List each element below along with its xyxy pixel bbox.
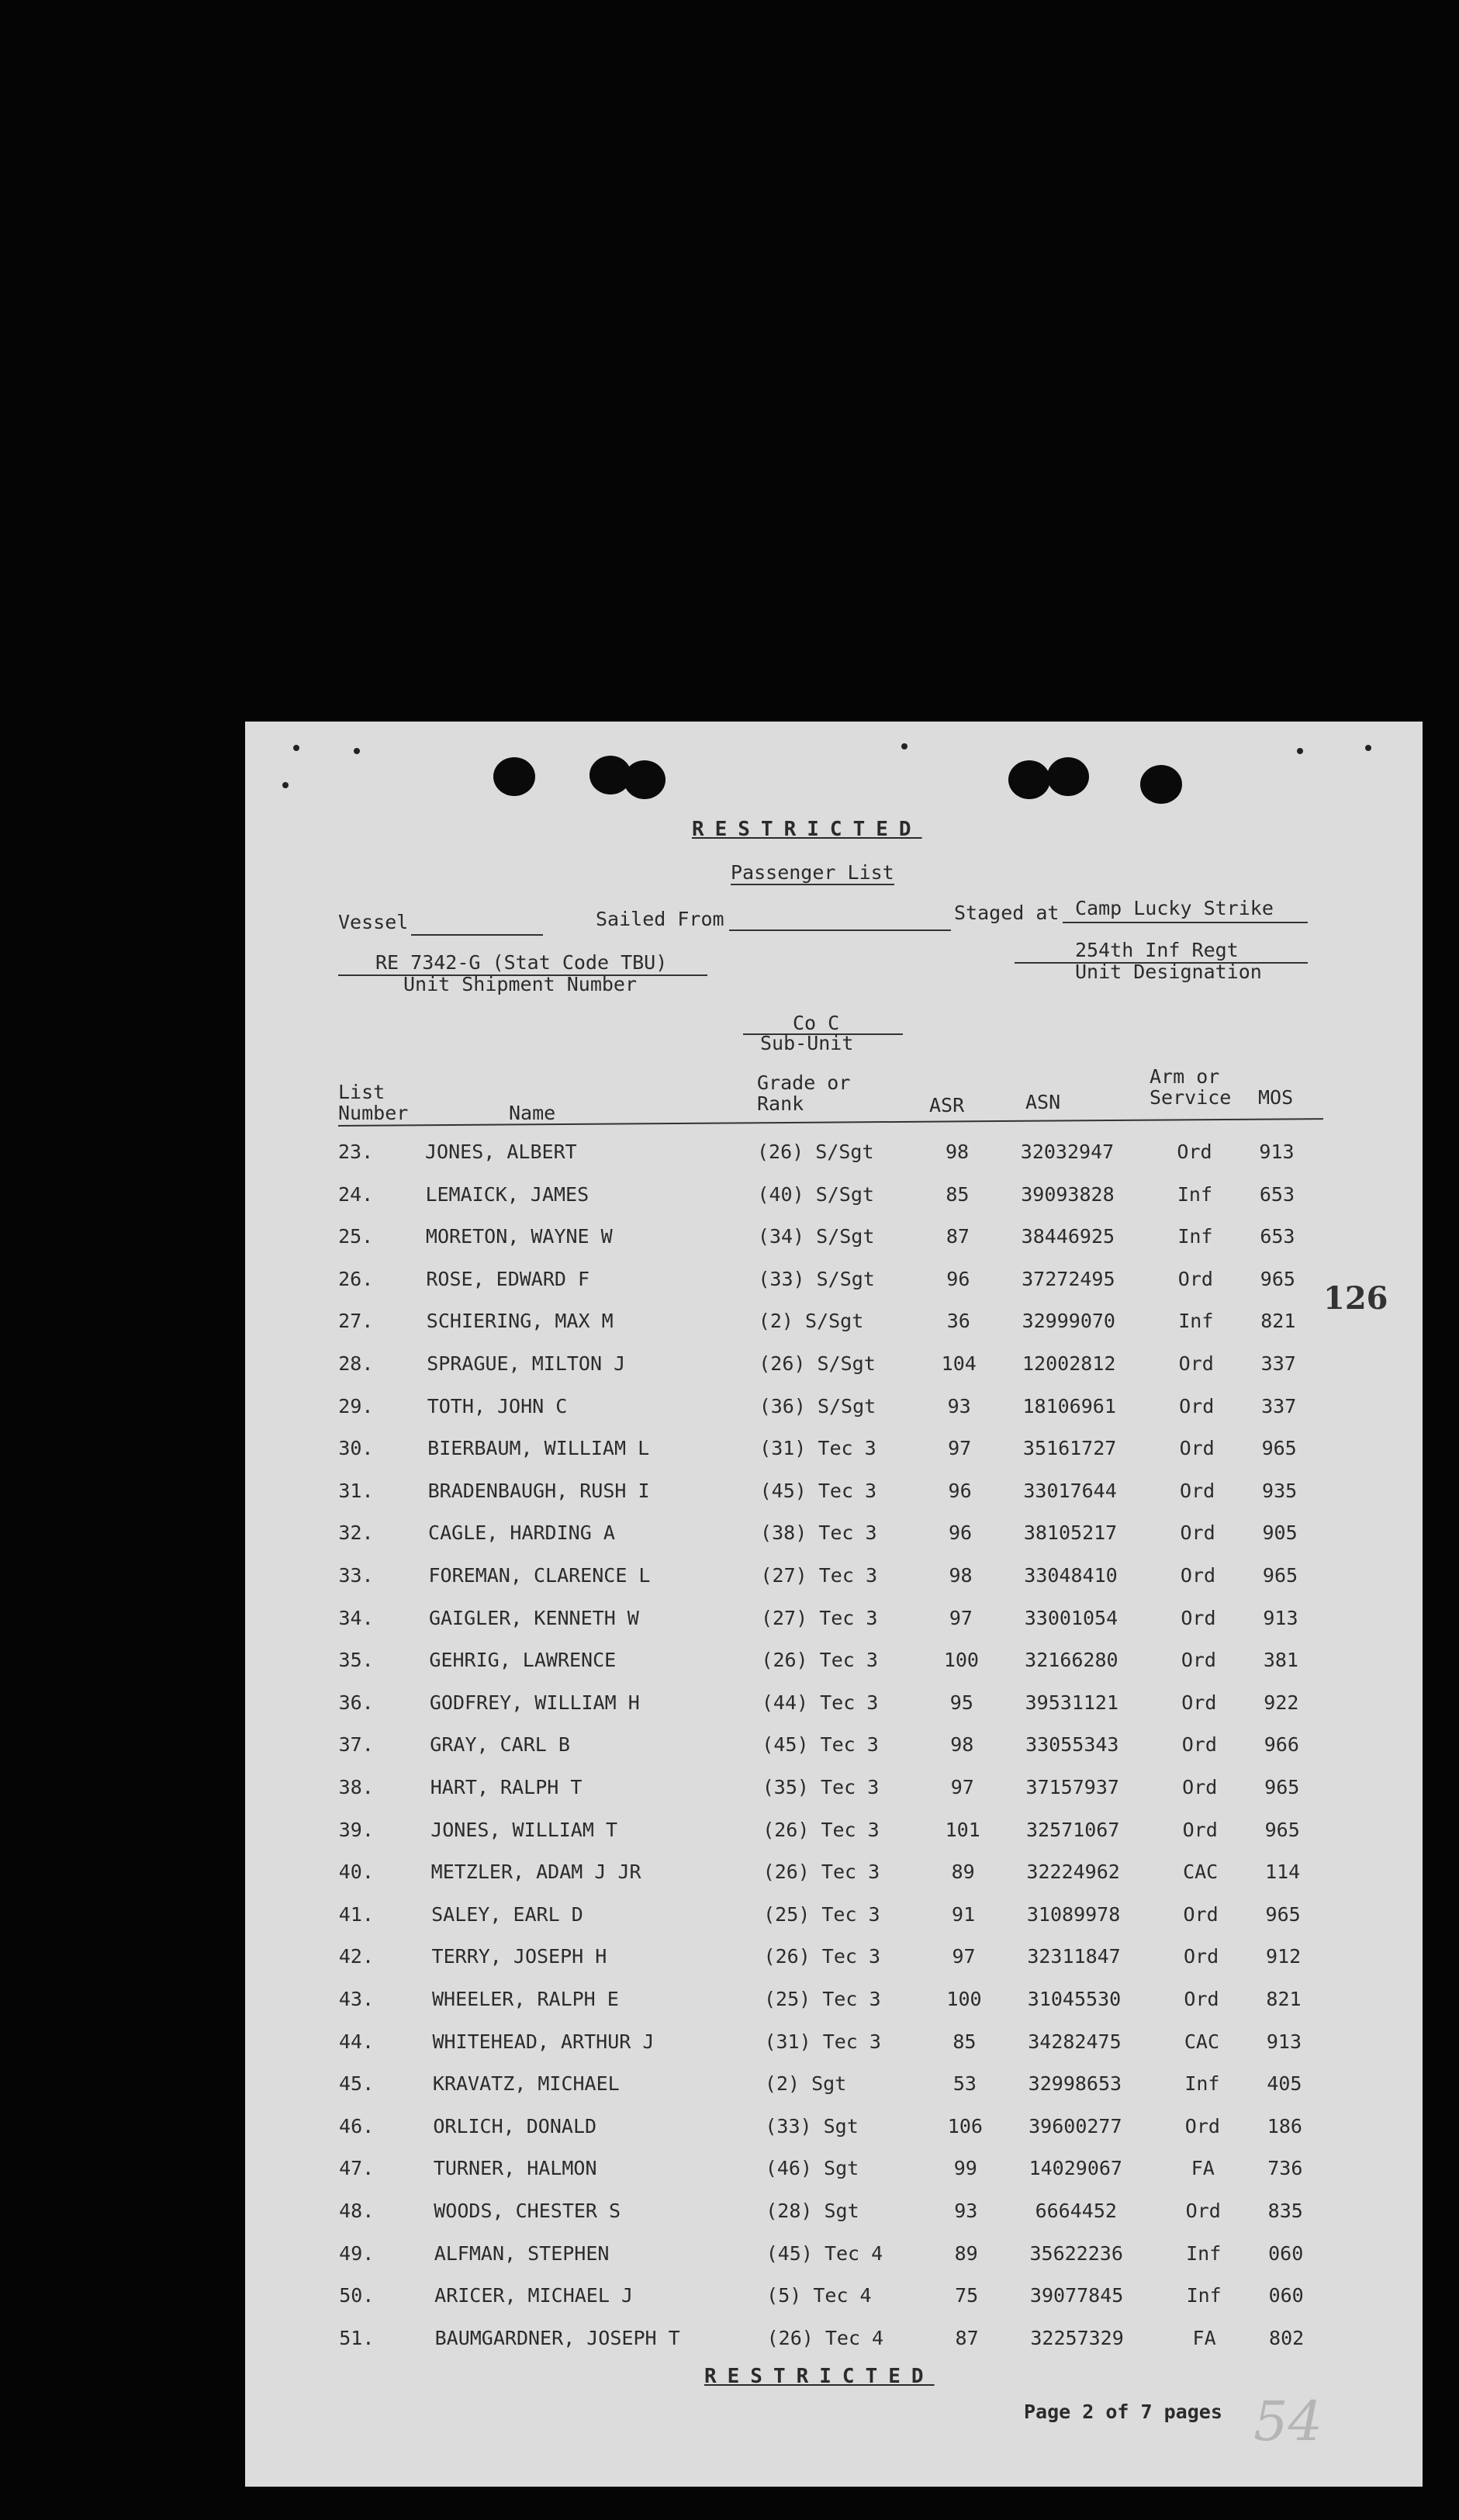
arm-service: Inf — [1177, 1225, 1213, 1248]
list-number: 34. — [338, 1606, 374, 1629]
col-grade: Grade or Rank — [757, 1071, 851, 1115]
army-serial-number: 33055343 — [1025, 1733, 1119, 1757]
arm-service: Inf — [1177, 1182, 1213, 1206]
vessel-blank — [411, 934, 543, 936]
grade-rank: (33) S/Sgt — [758, 1267, 875, 1290]
list-number: 30. — [338, 1437, 374, 1460]
arm-service: Ord — [1180, 1479, 1215, 1502]
unit-designation: 254th Inf Regt — [1075, 939, 1239, 961]
army-serial-number: 38105217 — [1023, 1521, 1118, 1545]
arm-service: Inf — [1186, 2241, 1222, 2265]
grade-rank: (26) Tec 4 — [766, 2326, 884, 2349]
passenger-name: TURNER, HALMON — [433, 2157, 597, 2180]
army-serial-number: 31045530 — [1027, 1988, 1122, 2010]
staged-at-value: Camp Lucky Strike — [1075, 897, 1274, 919]
passenger-name: KRAVATZ, MICHAEL — [432, 2072, 620, 2096]
grade-rank: (33) Sgt — [765, 2114, 859, 2138]
asr-score: 98 — [949, 1564, 973, 1587]
army-serial-number: 12002812 — [1022, 1352, 1116, 1375]
margin-page-number: 126 — [1323, 1280, 1388, 1317]
list-number: 48. — [339, 2200, 375, 2222]
arm-service: Inf — [1178, 1310, 1214, 1333]
speck — [901, 743, 908, 749]
passenger-name: METZLER, ADAM J JR — [430, 1861, 641, 1884]
mos-code: 965 — [1264, 1818, 1300, 1841]
asr-score: 100 — [946, 1988, 982, 2010]
arm-service: CAC — [1183, 1861, 1219, 1884]
staged-at-blank — [1063, 922, 1308, 923]
mos-code: 337 — [1260, 1352, 1296, 1375]
army-serial-number: 18106961 — [1022, 1394, 1116, 1418]
arm-service: Ord — [1179, 1394, 1215, 1418]
mos-code: 965 — [1264, 1776, 1300, 1798]
sailed-from-blank — [729, 929, 951, 931]
grade-rank: (2) Sgt — [764, 2072, 847, 2096]
passenger-list-title: Passenger List — [731, 861, 894, 884]
grade-rank: (35) Tec 3 — [762, 1776, 880, 1798]
asr-score: 96 — [948, 1521, 973, 1545]
table-row — [245, 1257, 1423, 1299]
table-row — [245, 1681, 1423, 1722]
army-serial-number: 33001054 — [1024, 1606, 1118, 1629]
table-row — [245, 1596, 1423, 1638]
punch-hole — [624, 760, 666, 799]
passenger-name: SPRAGUE, MILTON J — [427, 1352, 626, 1375]
table-row — [245, 2020, 1423, 2061]
mos-code: 905 — [1262, 1521, 1298, 1545]
list-number: 36. — [338, 1691, 374, 1714]
mos-code: 965 — [1265, 1902, 1301, 1926]
mos-code: 405 — [1267, 2072, 1302, 2096]
passenger-name: ALFMAN, STEPHEN — [434, 2241, 610, 2265]
asr-score: 97 — [949, 1606, 973, 1629]
mos-code: 653 — [1259, 1182, 1295, 1206]
list-number: 39. — [338, 1818, 374, 1841]
mos-code: 965 — [1262, 1564, 1298, 1587]
col-list-number: List Number — [338, 1081, 409, 1124]
army-serial-number: 33048410 — [1024, 1564, 1118, 1587]
table-row — [245, 1553, 1423, 1595]
army-serial-number: 39531121 — [1025, 1691, 1119, 1714]
list-number: 38. — [338, 1776, 374, 1798]
table-row — [245, 1172, 1423, 1214]
grade-rank: (26) S/Sgt — [757, 1141, 874, 1163]
army-serial-number: 32224962 — [1026, 1861, 1120, 1884]
mos-code: 653 — [1260, 1225, 1295, 1248]
table-row — [245, 1808, 1423, 1850]
asr-score: 97 — [952, 1945, 976, 1968]
list-number: 46. — [339, 2114, 375, 2138]
passenger-name: FOREMAN, CLARENCE L — [428, 1564, 651, 1587]
speck — [282, 782, 289, 788]
mos-code: 913 — [1259, 1141, 1295, 1163]
list-number: 26. — [338, 1267, 374, 1290]
asr-score: 99 — [953, 2157, 977, 2180]
army-serial-number: 32166280 — [1025, 1649, 1118, 1672]
sub-unit: Co C — [793, 1012, 840, 1034]
grade-rank: (38) Tec 3 — [760, 1521, 877, 1545]
army-serial-number: 37157937 — [1025, 1776, 1119, 1798]
mos-code: 935 — [1262, 1479, 1298, 1502]
table-row — [245, 1384, 1423, 1426]
table-row — [245, 1934, 1423, 1976]
grade-rank: (45) Tec 4 — [766, 2241, 883, 2265]
list-number: 42. — [338, 1945, 374, 1968]
list-number: 50. — [339, 2284, 375, 2307]
asr-score: 104 — [941, 1352, 977, 1375]
army-serial-number: 39077845 — [1029, 2284, 1124, 2307]
passenger-name: WHEELER, RALPH E — [432, 1988, 619, 2010]
mos-code: 913 — [1263, 1606, 1298, 1629]
mos-code: 821 — [1260, 1310, 1296, 1333]
mos-code: 060 — [1268, 2284, 1304, 2307]
list-number: 29. — [338, 1394, 374, 1418]
list-number: 24. — [338, 1182, 374, 1206]
restricted-header: RESTRICTED — [692, 818, 922, 841]
arm-service: CAC — [1184, 2030, 1220, 2053]
sailed-from-label: Sailed From — [596, 908, 724, 930]
army-serial-number: 32999070 — [1022, 1310, 1115, 1333]
arm-service: Ord — [1183, 1902, 1219, 1926]
speck — [1297, 748, 1303, 754]
list-number: 25. — [338, 1225, 374, 1248]
army-serial-number: 32032947 — [1020, 1141, 1115, 1163]
passenger-name: BIERBAUM, WILLIAM L — [427, 1437, 650, 1460]
list-number: 35. — [338, 1649, 374, 1672]
arm-service: Ord — [1185, 2200, 1221, 2222]
table-row — [245, 2189, 1423, 2231]
mos-code: 913 — [1266, 2030, 1302, 2053]
list-number: 47. — [339, 2157, 375, 2180]
punch-hole — [1008, 760, 1050, 799]
punch-hole — [493, 757, 535, 796]
grade-rank: (26) S/Sgt — [759, 1352, 876, 1375]
list-number: 45. — [338, 2072, 375, 2096]
passenger-name: HART, RALPH T — [430, 1776, 583, 1798]
mos-code: 186 — [1267, 2114, 1302, 2138]
arm-service: Ord — [1180, 1521, 1215, 1545]
mos-code: 835 — [1267, 2200, 1303, 2222]
grade-rank: (45) Tec 3 — [759, 1479, 877, 1502]
page-count: Page 2 of 7 pages — [1024, 2401, 1222, 2423]
list-number: 33. — [338, 1564, 374, 1587]
mos-code: 966 — [1264, 1733, 1299, 1757]
passenger-name: TOTH, JOHN C — [427, 1394, 568, 1418]
army-serial-number: 39600277 — [1029, 2114, 1122, 2138]
list-number: 49. — [339, 2241, 375, 2265]
arm-service: Ord — [1177, 1267, 1213, 1290]
army-serial-number: 33017644 — [1023, 1479, 1117, 1502]
passenger-name: JONES, ALBERT — [425, 1141, 577, 1163]
arm-service: Ord — [1182, 1818, 1218, 1841]
army-serial-number: 32571067 — [1025, 1818, 1120, 1841]
grade-rank: (28) Sgt — [766, 2200, 859, 2222]
table-row — [245, 1977, 1423, 2019]
speck — [293, 745, 299, 751]
passenger-name: JONES, WILLIAM T — [430, 1818, 618, 1841]
passenger-name: BRADENBAUGH, RUSH I — [427, 1479, 650, 1502]
col-name: Name — [509, 1102, 556, 1124]
table-row — [245, 1214, 1423, 1256]
asr-score: 93 — [954, 2200, 978, 2222]
punch-hole — [1140, 765, 1182, 804]
grade-rank: (46) Sgt — [765, 2157, 859, 2180]
speck — [354, 748, 360, 754]
asr-score: 91 — [952, 1902, 976, 1926]
asr-score: 95 — [949, 1691, 973, 1714]
grade-rank: (25) Tec 3 — [764, 1988, 881, 2010]
list-number: 40. — [338, 1861, 374, 1884]
mos-code: 922 — [1264, 1691, 1299, 1714]
table-row — [245, 1638, 1423, 1680]
army-serial-number: 37272495 — [1022, 1267, 1115, 1290]
table-row — [245, 1469, 1423, 1511]
unit-shipment-number: RE 7342-G (Stat Code TBU) — [375, 951, 668, 974]
passenger-name: BAUMGARDNER, JOSEPH T — [434, 2326, 680, 2349]
mos-code: 736 — [1267, 2157, 1303, 2180]
army-serial-number: 31089978 — [1026, 1902, 1121, 1926]
staged-at-label: Staged at — [954, 902, 1060, 924]
list-number: 28. — [338, 1352, 374, 1375]
asr-score: 96 — [948, 1479, 972, 1502]
arm-service: Ord — [1181, 1649, 1216, 1672]
asr-score: 87 — [946, 1225, 970, 1248]
list-number: 27. — [338, 1310, 374, 1333]
arm-service: Ord — [1179, 1437, 1215, 1460]
grade-rank: (27) Tec 3 — [760, 1606, 878, 1629]
table-row — [245, 1892, 1423, 1934]
army-serial-number: 32998653 — [1028, 2072, 1122, 2096]
grade-rank: (44) Tec 3 — [761, 1691, 879, 1714]
asr-score: 85 — [952, 2030, 977, 2053]
asr-score: 97 — [950, 1776, 974, 1798]
mos-code: 114 — [1265, 1861, 1301, 1884]
grade-rank: (26) Tec 3 — [763, 1945, 881, 1968]
grade-rank: (5) Tec 4 — [766, 2284, 872, 2307]
army-serial-number: 35161727 — [1022, 1437, 1117, 1460]
table-row — [245, 2273, 1423, 2315]
passenger-name: GODFREY, WILLIAM H — [429, 1691, 640, 1714]
army-serial-number: 35622236 — [1029, 2241, 1123, 2265]
passenger-name: WHITEHEAD, ARTHUR J — [432, 2030, 655, 2053]
grade-rank: (26) Tec 3 — [761, 1649, 878, 1672]
arm-service: Ord — [1184, 2114, 1220, 2138]
asr-score: 75 — [955, 2284, 979, 2307]
passenger-list-document — [245, 722, 1423, 2487]
asr-score: 53 — [952, 2072, 977, 2096]
list-number: 32. — [338, 1521, 374, 1545]
asr-score: 97 — [948, 1437, 972, 1460]
army-serial-number: 32257329 — [1030, 2326, 1124, 2349]
arm-service: Ord — [1181, 1606, 1216, 1629]
asr-score: 98 — [950, 1733, 974, 1757]
table-row — [245, 2146, 1423, 2188]
list-number: 31. — [338, 1479, 374, 1502]
grade-rank: (2) S/Sgt — [758, 1310, 864, 1333]
passenger-name: GAIGLER, KENNETH W — [428, 1606, 639, 1629]
passenger-name: ORLICH, DONALD — [433, 2114, 597, 2138]
passenger-name: MORETON, WAYNE W — [425, 1225, 613, 1248]
table-row — [245, 1426, 1423, 1468]
asr-score: 36 — [946, 1310, 970, 1333]
grade-rank: (25) Tec 3 — [763, 1902, 880, 1926]
table-row — [245, 2061, 1423, 2103]
grade-rank: (26) Tec 3 — [762, 1861, 880, 1884]
list-number: 23. — [338, 1141, 374, 1163]
army-serial-number: 34282475 — [1028, 2030, 1122, 2053]
grade-rank: (27) Tec 3 — [760, 1564, 878, 1587]
passenger-name: ROSE, EDWARD F — [426, 1267, 590, 1290]
speck — [1365, 745, 1371, 751]
pencil-mark: 54 — [1253, 2390, 1323, 2453]
arm-service: Ord — [1181, 1733, 1217, 1757]
table-row — [245, 2316, 1423, 2358]
arm-service: FA — [1192, 2326, 1216, 2349]
grade-rank: (31) Tec 3 — [759, 1437, 876, 1460]
list-number: 51. — [339, 2326, 375, 2349]
table-row — [245, 2104, 1423, 2146]
unit-designation-label: Unit Designation — [1075, 961, 1262, 983]
list-number: 43. — [338, 1988, 375, 2010]
col-asn: ASN — [1025, 1091, 1061, 1113]
army-serial-number: 39093828 — [1021, 1182, 1115, 1206]
arm-service: Inf — [1184, 2072, 1220, 2096]
arm-service: Ord — [1182, 1776, 1218, 1798]
arm-service: Ord — [1183, 1945, 1219, 1968]
arm-service: Ord — [1177, 1141, 1212, 1163]
grade-rank: (26) Tec 3 — [762, 1818, 880, 1841]
arm-service: FA — [1191, 2157, 1215, 2180]
list-number: 37. — [338, 1733, 374, 1757]
asr-score: 85 — [946, 1182, 970, 1206]
passenger-name: GEHRIG, LAWRENCE — [429, 1649, 617, 1672]
mos-code: 802 — [1269, 2326, 1305, 2349]
arm-service: Ord — [1178, 1352, 1214, 1375]
punch-hole — [1047, 757, 1089, 796]
passenger-name: GRAY, CARL B — [430, 1733, 570, 1757]
table-row — [245, 1130, 1423, 1172]
passenger-name: CAGLE, HARDING A — [428, 1521, 615, 1545]
asr-score: 106 — [947, 2114, 983, 2138]
table-row — [245, 1765, 1423, 1807]
mos-code: 965 — [1261, 1437, 1297, 1460]
mos-code: 060 — [1268, 2241, 1304, 2265]
asr-score: 89 — [951, 1861, 975, 1884]
grade-rank: (36) S/Sgt — [759, 1394, 876, 1418]
mos-code: 821 — [1266, 1988, 1302, 2010]
mos-code: 912 — [1265, 1945, 1302, 1968]
asr-score: 96 — [946, 1267, 970, 1290]
arm-service: Ord — [1181, 1691, 1217, 1714]
list-number: 44. — [338, 2030, 375, 2053]
table-row — [245, 2231, 1423, 2273]
army-serial-number: 14029067 — [1029, 2157, 1122, 2180]
army-serial-number: 32311847 — [1027, 1945, 1121, 1968]
arm-service: Ord — [1180, 1564, 1216, 1587]
asr-score: 100 — [943, 1649, 979, 1672]
grade-rank: (45) Tec 3 — [762, 1733, 879, 1757]
mos-code: 337 — [1261, 1394, 1297, 1418]
army-serial-number: 38446925 — [1021, 1225, 1115, 1248]
passenger-name: TERRY, JOSEPH H — [431, 1945, 607, 1968]
sub-unit-label: Sub-Unit — [760, 1032, 854, 1054]
passenger-name: LEMAICK, JAMES — [425, 1182, 589, 1206]
table-row — [245, 1511, 1423, 1552]
col-arm: Arm or Service — [1150, 1065, 1232, 1109]
arm-service: Inf — [1186, 2284, 1222, 2307]
passenger-name: SALEY, EARL D — [431, 1902, 583, 1926]
table-row — [245, 1341, 1423, 1383]
header-rule — [338, 1118, 1323, 1127]
col-asr: ASR — [929, 1094, 965, 1116]
asr-score: 87 — [955, 2326, 979, 2349]
mos-code: 381 — [1263, 1649, 1298, 1672]
table-row — [245, 1299, 1423, 1341]
arm-service: Ord — [1184, 1988, 1219, 2010]
passenger-name: WOODS, CHESTER S — [434, 2200, 621, 2222]
asr-score: 98 — [945, 1141, 970, 1163]
grade-rank: (31) Tec 3 — [764, 2030, 881, 2053]
army-serial-number: 6664452 — [1035, 2200, 1117, 2222]
grade-rank: (40) S/Sgt — [757, 1182, 874, 1206]
grade-rank: (34) S/Sgt — [757, 1225, 875, 1248]
vessel-label: Vessel — [338, 911, 409, 933]
table-row — [245, 1850, 1423, 1892]
list-number: 41. — [338, 1902, 374, 1926]
asr-score: 101 — [945, 1818, 980, 1841]
mos-code: 965 — [1260, 1267, 1295, 1290]
restricted-footer: RESTRICTED — [704, 2365, 935, 2388]
asr-score: 93 — [947, 1394, 971, 1418]
passenger-name: ARICER, MICHAEL J — [434, 2284, 634, 2307]
table-row — [245, 1722, 1423, 1764]
unit-shipment-label: Unit Shipment Number — [403, 973, 638, 995]
col-mos: MOS — [1258, 1086, 1294, 1109]
passenger-name: SCHIERING, MAX M — [426, 1310, 614, 1333]
asr-score: 89 — [954, 2241, 978, 2265]
